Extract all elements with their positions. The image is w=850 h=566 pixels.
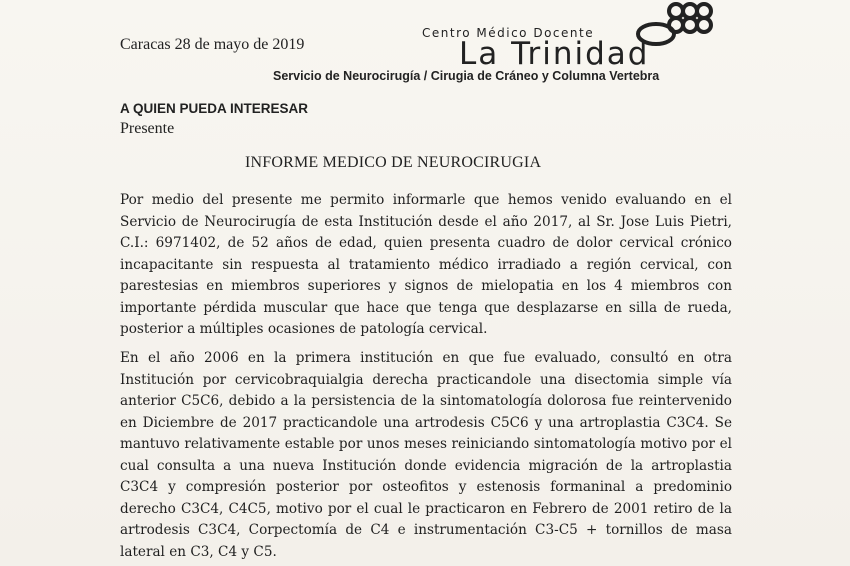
paragraph: En el año 2006 en la primera institución en que fue evaluado, consultó en otra Institución por cervicobraquialgia derecha practicandole una disectomia simple vía anterior C5C6, debido a la persistencia de la sintomatología dolorosa fue reintervenido en Diciembre de 2017 practicandole una artrodesis C5C6 y una artroplastia C3C4. Se mantuvo relativamente estable por unos meses reiniciando sintomatología motivo por el cual consulta a una nueva Institución donde evidencia migración de la artroplastia C3C4 y compresión posterior por osteofitos y estenosis formaninal a predominio derecho C3C4, C4C5, motivo por el cual le practicaron en Febrero de 2001 retiro de la artrodesis C3C4, Corpectomía de C4 e instrumentación C3-C5 + tornillos de masa lateral en C3, C4 y C5. bbox=[120, 350, 732, 560]
salutation: Presente bbox=[120, 120, 175, 137]
addressee: A QUIEN PUEDA INTERESAR bbox=[120, 101, 309, 116]
logo-subtitle: Centro Médico Docente bbox=[422, 26, 595, 40]
date-line: Caracas 28 de mayo de 2019 bbox=[120, 36, 305, 53]
paragraph: Por medio del presente me permito informarle que hemos venido evaluando en el Servicio de Neurocirugía de esta Institución desde el año 2017, al Sr. Jose Luis Pietri, C.I.: 6971402, de 52 años de edad, quien presenta cuadro de dolor cervical crónico incapacitante sin respuesta al tratamiento médico irradiado a región cervical, con parestesias en miembros superiores y signos de mielopatia en los 4 miembros con importante pérdida muscular que hace que tenga que desplazarse en silla de rueda, posterior a múltiples ocasiones de patología cervical. bbox=[120, 192, 732, 337]
service-line: Servicio de Neurocirugía / Cirugia de Cráneo y Columna Vertebra bbox=[273, 69, 660, 83]
report-title: INFORME MEDICO DE NEUROCIRUGIA bbox=[245, 154, 542, 171]
logo-title: La Trinidad bbox=[459, 36, 650, 72]
logo-mark-icon bbox=[632, 0, 714, 48]
